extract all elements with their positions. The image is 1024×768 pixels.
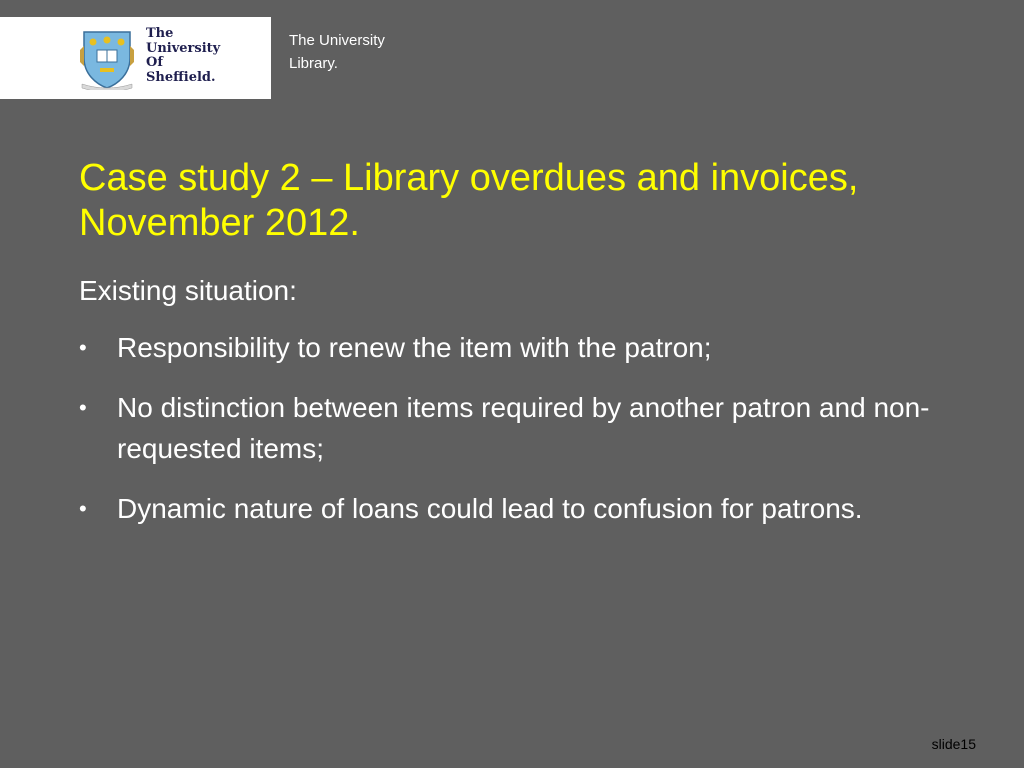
bullet-text: Dynamic nature of loans could lead to confusion for patrons. xyxy=(117,493,863,524)
university-logo xyxy=(0,17,271,99)
bullet-icon: • xyxy=(79,496,87,521)
header-line-2: Library. xyxy=(289,55,338,72)
bullet-icon: • xyxy=(79,335,87,360)
bullet-item xyxy=(79,327,999,368)
slide-title: Case study 2 – Library overdues and invoices, November 2012. xyxy=(79,157,859,244)
bullet-list xyxy=(79,327,999,548)
logo-line-3: Of xyxy=(146,55,163,70)
logo-line-2: University xyxy=(146,40,221,56)
header-line-1: The University xyxy=(289,32,385,49)
bullet-text: No distinction between items required by another patron and non-requested items; xyxy=(117,392,930,464)
bullet-icon: • xyxy=(79,395,87,420)
slide-number: slide15 xyxy=(931,736,976,752)
logo-line-1: The xyxy=(146,26,174,41)
bullet-text: Responsibility to renew the item with the patron; xyxy=(117,332,712,363)
intro-text: Existing situation: xyxy=(79,275,297,306)
bullet-item xyxy=(79,488,999,529)
bullet-item xyxy=(79,387,999,469)
logo-line-4: Sheffield. xyxy=(146,69,216,85)
library-header-label xyxy=(289,29,385,75)
university-crest-icon xyxy=(78,26,136,90)
logo-wordmark xyxy=(146,27,220,85)
